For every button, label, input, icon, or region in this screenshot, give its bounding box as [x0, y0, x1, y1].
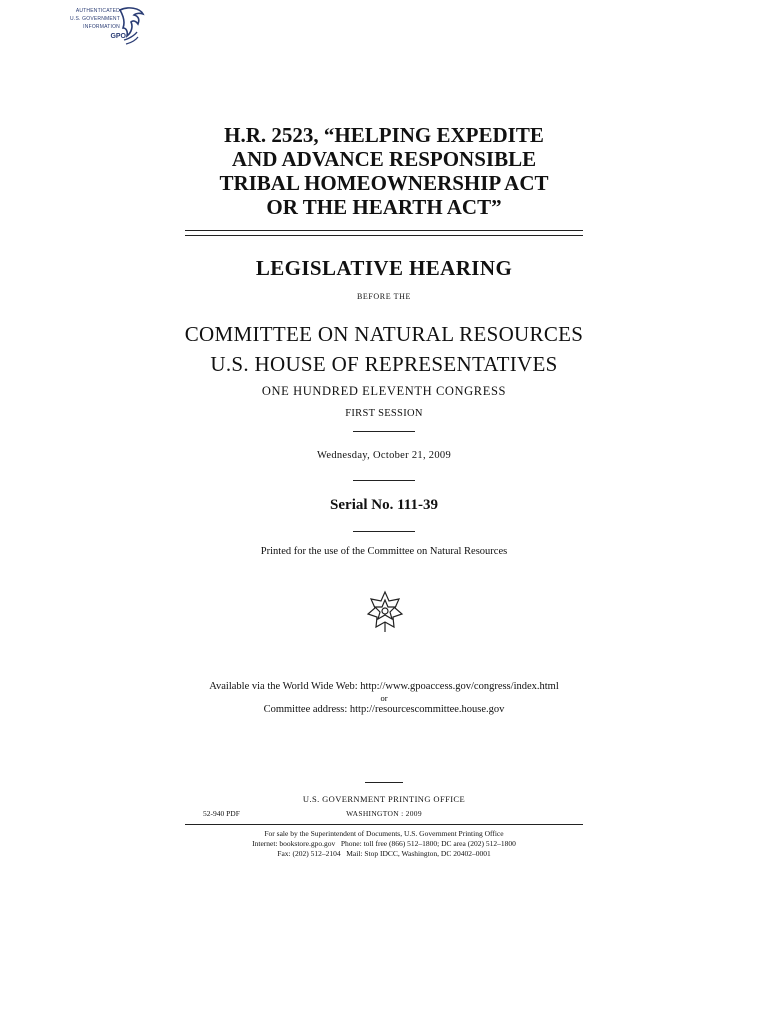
availability-block	[0, 681, 768, 716]
sale-line-3: Fax: (202) 512–2104 Mail: Stop IDCC, Washington, DC 20402–0001	[277, 849, 491, 858]
committee-address: Committee address: http://resourcescommittee.house.gov	[263, 704, 505, 715]
short-rule-2	[353, 480, 415, 481]
publisher-place: WASHINGTON : 2009	[346, 809, 422, 818]
pdf-identifier: 52-940 PDF	[203, 809, 240, 818]
title-line-1: H.R. 2523, “HELPING EXPEDITE	[224, 123, 544, 147]
committee-name: COMMITTEE ON NATURAL RESOURCES	[184, 322, 584, 346]
title-line-2: AND ADVANCE RESPONSIBLE	[231, 147, 537, 171]
title-line-4: OR THE HEARTH ACT”	[266, 195, 502, 219]
congress-text: ONE HUNDRED ELEVENTH CONGRESS	[261, 384, 507, 398]
hearing-heading: LEGISLATIVE HEARING	[255, 256, 513, 280]
eagle-icon	[116, 6, 146, 48]
serial-number: Serial No. 111-39	[330, 497, 438, 513]
chamber-name: U.S. HOUSE OF REPRESENTATIVES	[210, 352, 558, 376]
seal-text-line2: U.S. GOVERNMENT	[70, 16, 120, 22]
gpo-authentication-seal	[62, 6, 146, 48]
seal-text-line1: AUTHENTICATED	[75, 8, 120, 14]
star-ornament-icon	[366, 590, 404, 634]
short-rule-1	[353, 431, 415, 432]
seal-text-line3: INFORMATION	[83, 24, 120, 30]
sale-line-1: For sale by the Superintendent of Documents, U.S. Government Printing Office	[264, 829, 504, 838]
short-rule-3	[353, 531, 415, 532]
seal-gpo-text: GPO	[110, 33, 126, 40]
before-the-text: BEFORE THE	[356, 292, 412, 301]
sale-info	[0, 829, 768, 859]
session-text: FIRST SESSION	[345, 408, 423, 419]
web-availability: Available via the World Wide Web: http://www.gpoaccess.gov/congress/index.html	[209, 681, 559, 692]
publisher-rule	[365, 782, 403, 783]
hearing-date: Wednesday, October 21, 2009	[317, 450, 451, 461]
committee-block	[0, 319, 768, 379]
double-rule-divider	[185, 230, 583, 236]
title-line-3: TRIBAL HOMEOWNERSHIP ACT	[219, 171, 549, 195]
sale-line-2: Internet: bookstore.gpo.gov Phone: toll free (866) 512–1800; DC area (202) 512–1800	[252, 839, 516, 848]
document-title	[0, 123, 768, 219]
publisher-office: U.S. GOVERNMENT PRINTING OFFICE	[302, 794, 466, 804]
bottom-rule	[185, 824, 583, 825]
or-text: or	[380, 693, 388, 703]
printed-for-text: Printed for the use of the Committee on Natural Resources	[260, 546, 508, 557]
